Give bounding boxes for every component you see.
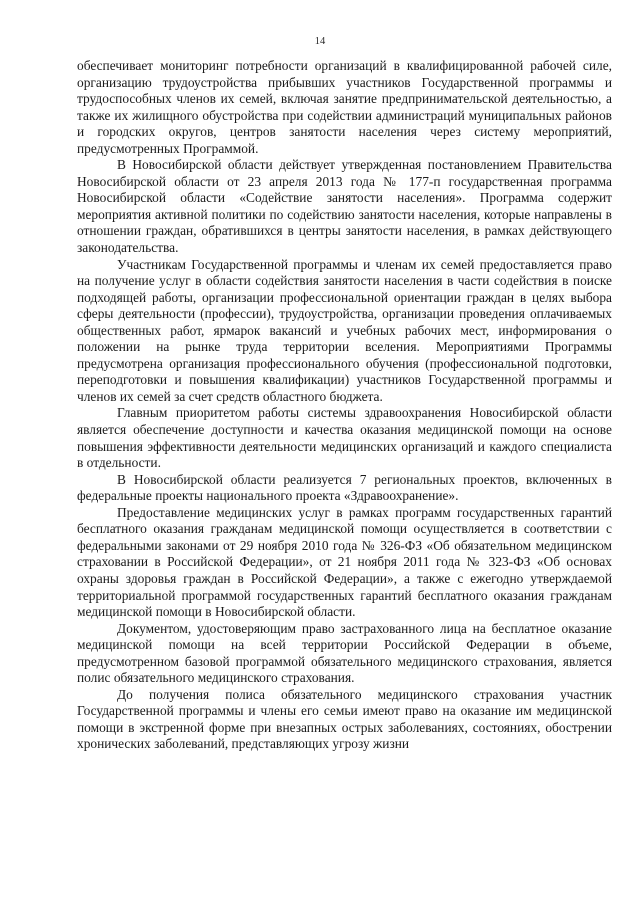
paragraph-employment-program: В Новосибирской области действует утвержденная постановлением Правительства Новосибирской области от 23 апреля 2013 года № 177-п государственная программа Новосибирской области «Содействие занятости населения». Программа содержит мероприятия активной политики по содействию занятости населения, которые направлены в отношении граждан, обратившихся в центры занятости населения, в рамках действующего законодательства.	[77, 157, 612, 256]
paragraph-continuation: обеспечивает мониторинг потребности организаций в квалифицированной рабочей силе, организацию трудоустройства прибывших участников Государственной программы и трудоспособных членов их семей, включая занятие предпринимательской деятельностью, а также их жилищного обустройства при содействии администраций муниципальных районов и городских округов, центров занятости населения через систему мероприятий, предусмотренных Программой.	[77, 58, 612, 156]
paragraph-emergency-care: До получения полиса обязательного медицинского страхования участник Государственной программы и члены его семьи имеют право на оказание им медицинской помощи в экстренной форме при внезапных острых заболеваниях, состояниях, обострении хронических заболеваний, представляющих угрозу жизни	[77, 686, 612, 752]
paragraph-insurance-policy: Документом, удостоверяющим право застрахованного лица на бесплатное оказание медицинской помощи на всей территории Российской Федерации в объеме, предусмотренном базовой программой обязательного медицинского страхования, является полис обязательного медицинского страхования.	[77, 620, 612, 686]
paragraph-regional-projects: В Новосибирской области реализуется 7 региональных проектов, включенных в федеральные проекты национального проекта «Здравоохранение».	[77, 471, 612, 504]
paragraph-medical-services: Предоставление медицинских услуг в рамках программ государственных гарантий бесплатного оказания гражданам медицинской помощи осуществляется в соответствии с федеральными законами от 29 ноября 2010 года № 326-ФЗ «Об обязательном медицинском страховании в Российской Федерации», от 21 ноября 2011 года № 323-ФЗ «Об основах охраны здоровья граждан в Российской Федерации», а также с ежегодно утверждаемой территориальной программой государственных гарантий бесплатного оказания гражданам медицинской помощи в Новосибирской области.	[77, 504, 612, 620]
document-body	[77, 58, 612, 753]
page-number: 14	[314, 36, 326, 47]
paragraph-healthcare-priority: Главным приоритетом работы системы здравоохранения Новосибирской области является обеспечение доступности и качества оказания медицинской помощи на основе повышения эффективности деятельности медицинских организаций и каждого специалиста в отдельности.	[77, 405, 612, 471]
paragraph-employment-services: Участникам Государственной программы и членам их семей предоставляется право на получение услуг в области содействия занятости населения в части содействия в поиске подходящей работы, организации профессиональной ориентации граждан в целях выбора сферы деятельности (профессии), трудоустройства, организации проведения оплачиваемых общественных работ, ярмарок вакансий и учебных рабочих мест, информирования о положении на рынке труда территории вселения. Мероприятиями Программы предусмотрена организация профессионального обучения (профессиональной подготовки, переподготовки и повышения квалификации) участников Государственной программы и членов их семей за счет средств областного бюджета.	[77, 256, 612, 404]
